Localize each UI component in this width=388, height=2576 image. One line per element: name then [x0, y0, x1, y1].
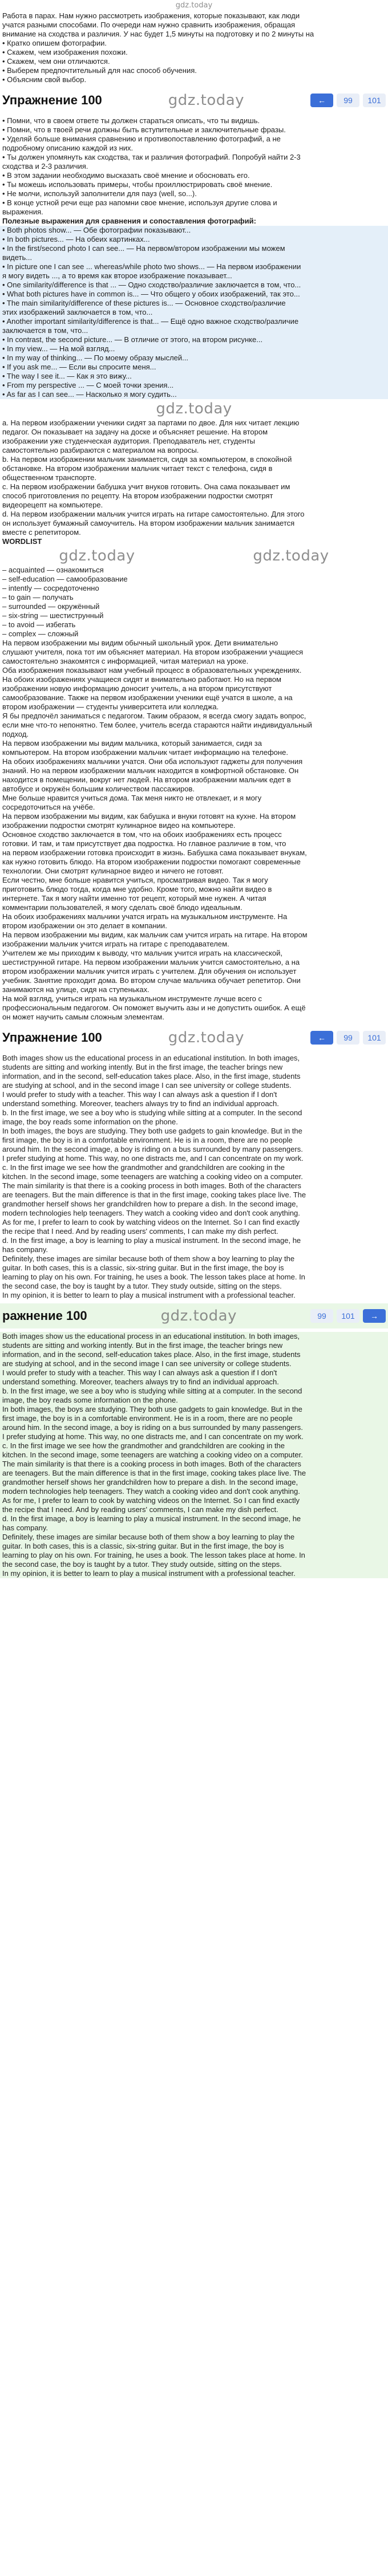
- answer-line: самостоятельно разбираются с материалом на вопросы.: [2, 446, 199, 454]
- prev-arrow-button[interactable]: ←: [310, 94, 333, 107]
- answer-line-en: d. In the first image, a boy is learning to play a musical instrument. In the second image, he: [2, 1514, 301, 1523]
- intro-line: • Выберем предпочтительный для нас способ обучения.: [2, 66, 197, 75]
- answer-line-en: students are sitting and working intently. But in the first image, the teacher brings new: [2, 1341, 283, 1350]
- answer-line-en: The main similarity is that there is a cooking process in both images. Both of the characters: [2, 1460, 301, 1468]
- section-nav-2: [310, 1031, 386, 1045]
- answer-line: На обоих изображениях учащиеся сидят и внимательно работают. Но на первом: [2, 675, 281, 684]
- ru-answers-b: [0, 639, 388, 1022]
- answer-line: приготовить блюдо тогда, когда мне удобно. Кроме того, можно найти видео в: [2, 885, 272, 893]
- answer-line: технологии. Они смотрят кулинарное видео и ничего не готовят.: [2, 867, 224, 875]
- section-title-3: ражнение 100: [2, 1309, 87, 1323]
- answer-line: профессиональным педагогом. Он поможет выучить азы и не допустить ошибок. А ещё: [2, 1003, 306, 1012]
- phrase-line: • What both pictures have in common is... — Что общего у обоих изображений, так это...: [2, 290, 300, 298]
- answer-line: он может научить самым сложным элементам.: [2, 1013, 164, 1021]
- answer-line: На мой взгляд, учиться играть на музыкальном инструменте лучше всего с: [2, 994, 262, 1003]
- phrase-line: • The way I see it... — Как я это вижу...: [2, 372, 132, 380]
- answer-line-en: the second case, the boy is taught by a tutor. They study outside, sitting on the steps.: [2, 1560, 282, 1569]
- answer-line: как нужно готовить блюдо. На втором изображении подростки помогают современные: [2, 858, 301, 866]
- answer-line: педагог. Он показывает на задачу на доске и объясняет решение. На втором: [2, 428, 268, 436]
- phrase-line: • In my view... — На мой взгляд...: [2, 344, 115, 353]
- phrase-line: • One similarity/difference is that ... — Одно сходство/различие заключается в том, что...: [2, 281, 301, 289]
- answer-line: подход.: [2, 730, 29, 738]
- answer-line-en: the recipe that I need. And by reading users' comments, I can make my dish perfect.: [2, 1227, 278, 1236]
- tip-line: • Уделяй больше внимания сравнению и противопоставлению фотографий, а не: [2, 135, 281, 143]
- answer-line-en: image, the boy reads some information on the phone.: [2, 1118, 178, 1126]
- answer-line-en: modern technologies help teenagers. They watch a cooking video and don't cook anything.: [2, 1209, 300, 1217]
- answer-line-en: In both images, the boys are studying. They both use gadgets to gain knowledge. But in the: [2, 1127, 302, 1135]
- answer-line-en: guitar. In both cases, this is a classic, six-string guitar. But in the first image, the boy is: [2, 1542, 284, 1550]
- answer-line: Мне больше нравится учиться дома. Так меня никто не отвлекает, и я могу: [2, 794, 262, 802]
- answer-line-en: b. In the first image, we see a boy who is studying while sitting at a computer. In the second: [2, 1108, 302, 1117]
- answer-line: знаний. Но на первом изображении мальчик находится в комфортной обстановке. Он: [2, 766, 299, 775]
- answer-line: Я бы предпочёл заниматься с педагогом. Таким образом, я всегда смогу задать вопрос,: [2, 712, 306, 720]
- answer-line-en: The main similarity is that there is a cooking process in both images. Both of the characters: [2, 1181, 301, 1190]
- answer-line: На первом изображении мы видим обычный школьный урок. Дети внимательно: [2, 639, 278, 647]
- section-nav-3: [310, 1309, 386, 1323]
- answer-line: изображении мальчик учится играть на гитаре с преподавателем.: [2, 940, 229, 948]
- answer-line-en: are teenagers. But the main difference is that in the first image, cooking takes place live. The: [2, 1191, 306, 1199]
- answer-line-en: are studying at school, and in the second image I can see university or college students.: [2, 1081, 292, 1090]
- answer-line: комментарии пользователей, я могу сделать своё блюдо идеальным.: [2, 903, 242, 912]
- body-watermark-2: gdz.today: [59, 547, 135, 564]
- wordlist-title: WORDLIST: [2, 537, 42, 546]
- next-arrow-button-3[interactable]: →: [363, 1309, 386, 1323]
- section-header-3: [0, 1303, 388, 1328]
- answer-line: на первом изображении готовка происходит в жизнь. Бабушка сама показывает внукам,: [2, 848, 307, 857]
- tip-line: подробному описанию каждой из них.: [2, 144, 134, 152]
- answer-line: учебник. Занятие проходит дома. Во втором случае мальчика обучает репетитор. Они: [2, 976, 301, 985]
- answer-line-en: around him. In the second image, a boy is riding on a bus surrounded by many passengers.: [2, 1145, 303, 1153]
- phrase-line: • Both photos show... — Обе фотографии показывают...: [2, 226, 191, 234]
- answer-line-en: are studying at school, and in the second image I can see university or college students.: [2, 1359, 292, 1368]
- phrase-line: • From my perspective ... — С моей точки зрения...: [2, 381, 174, 389]
- answer-line-en: grandmother herself shows her grandchildren how to prepare a dish. In the second image,: [2, 1478, 298, 1486]
- intro-line: внимание на сходства и различия. У нас будет 1,5 минуты на подготовку и по 2 минуты на: [2, 30, 314, 38]
- answer-line-en: first image, the boy is in a comfortable environment. He is in a room, there are no people: [2, 1414, 293, 1423]
- answer-line: втором изображении мальчик учится играть с учителем. Для обучения он использует: [2, 967, 297, 976]
- answer-line-en: are teenagers. But the main difference is that in the first image, cooking takes place live. The: [2, 1469, 306, 1477]
- answer-line: На первом изображении мы видим мальчика, который занимается, сидя за: [2, 739, 262, 747]
- wordlist-item: – acquainted — ознакомиться: [2, 566, 104, 574]
- prev-exercise-button[interactable]: 99: [337, 94, 359, 107]
- answer-line-en: Definitely, these images are similar because both of them show a boy learning to play the: [2, 1533, 295, 1541]
- answer-line: занимаются на улице, сидя на ступеньках.: [2, 985, 149, 994]
- answer-line: самостоятельно знакомятся с информацией, читая материал на уроке.: [2, 657, 249, 665]
- answer-line: Учителем же мы приходим к выводу, что мальчик учится играть на классической,: [2, 949, 282, 957]
- answer-line: d. На первом изображении мальчик учится играть на гитаре самостоятельно. Для этого: [2, 510, 305, 518]
- answer-line: автобусе и окружён большим количеством пассажиров.: [2, 785, 195, 793]
- phrase-line: • In picture one I can see ... whereas/while photo two shows... — На первом изображении: [2, 262, 301, 271]
- tip-line: • В конце устной речи еще раз напомни свое мнение, используя другие слова и: [2, 198, 277, 207]
- answer-line: обстановке. На втором изображении мальчик читает текст с телефона, сидя в: [2, 464, 273, 473]
- answer-line-en: learning to play on his own. For training, he uses a book. The lesson takes place at home. In: [2, 1551, 305, 1559]
- wordlist-item: – to gain — получать: [2, 593, 74, 602]
- phrase-line: • If you ask me... — Если вы спросите меня...: [2, 363, 156, 371]
- wordlist: [0, 566, 388, 639]
- answer-line: компьютером. На втором изображении мальчик читает информацию на телефоне.: [2, 748, 288, 757]
- answer-line-en: grandmother herself shows her grandchildren how to prepare a dish. In the second image,: [2, 1200, 298, 1208]
- section-title: Упражнение 100: [2, 93, 102, 107]
- watermark-row-2: [0, 546, 388, 566]
- answer-line-en: In both images, the boys are studying. They both use gadgets to gain knowledge. But in the: [2, 1405, 302, 1413]
- prev-exercise-button-2[interactable]: 99: [337, 1031, 359, 1045]
- answer-line: он использует бумажный самоучитель. На втором изображении мальчик занимается: [2, 519, 295, 527]
- intro-line: учатся разными способами. По очереди нам нужно сравнить изображения, обращая: [2, 21, 296, 29]
- answer-line-en: Both images show us the educational process in an educational institution. In both images,: [2, 1332, 300, 1340]
- answer-line-en: the recipe that I need. And by reading users' comments, I can make my dish perfect.: [2, 1505, 278, 1514]
- watermark-row: [0, 399, 388, 419]
- answer-line-en: I would prefer to study with a teacher. This way I can always ask a question if I don't: [2, 1090, 277, 1099]
- answer-line: видеорецепт на компьютере.: [2, 501, 103, 509]
- phrase-line: • As far as I can see... — Насколько я могу судить...: [2, 390, 177, 399]
- phrase-line: я могу видеть ..., а то время как второе изображение показывает...: [2, 271, 232, 280]
- ru-answers-a: [0, 419, 388, 537]
- tip-line: • Не молчи, используй заполнители для пауз (well, so...).: [2, 189, 197, 198]
- tip-line: • Помни, что в своем ответе ты должен стараться описать, что ты видишь.: [2, 116, 260, 125]
- answer-line-en: In my opinion, it is better to learn to play a musical instrument with a professional teacher.: [2, 1569, 296, 1578]
- tip-line: • Ты можешь использовать примеры, чтобы проиллюстрировать своё мнение.: [2, 180, 273, 189]
- intro-line: Работа в парах. Нам нужно рассмотреть изображения, которые показывают, как люди: [2, 11, 300, 20]
- phrase-line: • In both pictures... — На обеих картинках...: [2, 235, 150, 243]
- phrase-line: • In my way of thinking... — По моему образу мыслей...: [2, 354, 188, 362]
- wordlist-item: – self-education — самообразование: [2, 575, 128, 583]
- answer-line: На первом изображении мы видим, как мальчик сам учится играть на гитаре. На втором: [2, 931, 308, 939]
- phrase-line: • In the first/second photo I can see... — На первом/втором изображении мы можем: [2, 244, 285, 253]
- answer-line: общественном транспорте.: [2, 473, 96, 482]
- intro-line: • Скажем, чем они отличаются.: [2, 57, 110, 66]
- answer-line-en: Both images show us the educational process in an educational institution. In both images,: [2, 1054, 300, 1062]
- answer-line: изображении уже студенческая аудитория. Преподаватель нет, студенты: [2, 437, 256, 445]
- intro-block: [0, 11, 388, 84]
- answer-line-en: around him. In the second image, a boy is riding on a bus surrounded by many passengers.: [2, 1423, 303, 1432]
- answer-line-en: kitchen. In the second image, some teenagers are watching a cooking video on a computer.: [2, 1172, 303, 1181]
- en-answers: [0, 1054, 388, 1300]
- answer-line-en: the second case, the boy is taught by a tutor. They study outside, sitting on the steps.: [2, 1282, 282, 1290]
- answer-line-en: d. In the first image, a boy is learning to play a musical instrument. In the second image, he: [2, 1236, 301, 1245]
- answer-line-en: modern technologies help teenagers. They watch a cooking video and don't cook anything.: [2, 1487, 300, 1496]
- answer-line-en: understand something. Moreover, teachers always try to find an individual approach.: [2, 1378, 279, 1386]
- tips-block: [0, 116, 388, 217]
- next-exercise-button[interactable]: 101: [363, 94, 386, 107]
- answer-line: a. На первом изображении ученики сидят за партами по двое. Для них читает лекцию: [2, 419, 300, 427]
- tip-line: выражения.: [2, 208, 43, 216]
- answer-line-en: As for me, I prefer to learn to cook by watching videos on the Internet. So I can find exactly: [2, 1218, 300, 1226]
- answer-line: На обоих изображениях мальчики учатся. Они оба используют гаджеты для получения: [2, 757, 303, 766]
- answer-line-en: kitchen. In the second image, some teenagers are watching a cooking video on a computer.: [2, 1450, 303, 1459]
- next-exercise-button-3[interactable]: 101: [337, 1309, 359, 1323]
- section-header: [0, 88, 388, 113]
- answer-line: самообразование. Также на первом изображении ученики ещё учатся в школе, а на: [2, 693, 293, 702]
- section-nav: [310, 94, 386, 107]
- phrases-title: Полезные выражения для сравнения и сопоставления фотографий:: [2, 217, 256, 225]
- answer-line-en: has company.: [2, 1245, 48, 1254]
- body-watermark-3: gdz.today: [253, 547, 329, 564]
- tip-line: • Ты должен упомянуть как сходства, так и различия фотографий. Попробуй найти 2-3: [2, 153, 301, 161]
- answer-line-en: Definitely, these images are similar because both of them show a boy learning to play the: [2, 1254, 295, 1263]
- intro-line: • Объясним свой выбор.: [2, 75, 87, 84]
- answer-line: если мне что-то непонятно. Тем более, учитель всегда стараются найти индивидуальный: [2, 721, 312, 729]
- answer-line: втором изображении — студенты университета или колледжа.: [2, 702, 219, 711]
- wordlist-item: – intently — сосредоточенно: [2, 584, 99, 592]
- answer-line-en: learning to play on his own. For training, he uses a book. The lesson takes place at home. In: [2, 1273, 305, 1281]
- body-watermark: gdz.today: [156, 400, 232, 417]
- answer-line-en: c. In the first image we see how the grandmother and grandchildren are cooking in the: [2, 1163, 285, 1172]
- answer-line: изображении подростки смотрят кулинарное видео на компьютере.: [2, 821, 236, 830]
- wordlist-item: – to avoid — избегать: [2, 620, 76, 629]
- answer-line: Оба изображения показывают нам учебный процесс в образовательных учреждениях.: [2, 666, 302, 675]
- answer-line: способ приготовления по рецепту. На втором изображении подростки смотрят: [2, 491, 273, 500]
- answer-line-en: understand something. Moreover, teachers always try to find an individual approach.: [2, 1099, 279, 1108]
- phrases-block: [0, 226, 388, 399]
- top-watermark: gdz.today: [175, 1, 213, 10]
- answer-line-en: information, and in the second, self-education takes place. Also, in the first image, students: [2, 1072, 301, 1080]
- answer-line-en: I prefer studying at home. This way, no one distracts me, and I can concentrate on my work.: [2, 1154, 304, 1163]
- wordlist-item: – six-string — шестиструнный: [2, 611, 104, 620]
- answer-line: находится в помещении, вокруг нет людей. На втором изображении мальчик едет в: [2, 775, 291, 784]
- answer-line: изображении новую информацию доносит учитель, а на втором присутствуют: [2, 684, 272, 693]
- intro-line: • Кратко опишем фотографии.: [2, 39, 107, 47]
- phrase-line: этих изображений заключается в том, что...: [2, 308, 153, 316]
- section-title-2: Упражнение 100: [2, 1030, 102, 1045]
- answer-line: сосредоточиться на учёбе.: [2, 803, 95, 811]
- answer-line-en: first image, the boy is in a comfortable environment. He is in a room, there are no people: [2, 1136, 293, 1144]
- answer-line-en: c. In the first image we see how the grandmother and grandchildren are cooking in the: [2, 1441, 285, 1450]
- header-watermark: gdz.today: [168, 92, 245, 109]
- answer-line-en: I prefer studying at home. This way, no one distracts me, and I can concentrate on my work.: [2, 1432, 304, 1441]
- phrase-line: видеть...: [2, 253, 33, 262]
- answer-line: b. На первом изображении мальчик занимается, сидя за компьютером, в спокойной: [2, 455, 292, 464]
- answer-line: Если честно, мне больше нравится учиться, просматривая видео. Так я могу: [2, 876, 268, 884]
- next-exercise-button-2[interactable]: 101: [363, 1031, 386, 1045]
- section-header-2: [0, 1025, 388, 1050]
- answer-line: Основное сходство заключается в том, что на обоих изображениях есть процесс: [2, 830, 282, 839]
- phrase-line: заключается в том, что...: [2, 326, 88, 335]
- answer-line-en: has company.: [2, 1523, 48, 1532]
- answer-line: c. На первом изображении бабушка учит внуков готовить. Она сама показывает им: [2, 482, 290, 491]
- tip-line: сходства и 2-3 различия.: [2, 162, 88, 170]
- answer-line-en: image, the boy reads some information on the phone.: [2, 1396, 178, 1404]
- wordlist-item: – complex — сложный: [2, 629, 79, 638]
- header-watermark-2: gdz.today: [168, 1029, 245, 1046]
- prev-exercise-button-3[interactable]: 99: [310, 1309, 333, 1323]
- answer-line-en: information, and in the second, self-education takes place. Also, in the first image, students: [2, 1350, 301, 1359]
- tip-line: • В этом задании необходимо высказать своё мнение и обосновать его.: [2, 171, 250, 180]
- answer-line: На обоих изображениях мальчики учатся играть на музыкальном инструменте. На: [2, 912, 288, 921]
- answer-line: На первом изображении мы видим, как бабушка и внуки готовят на кухне. На втором: [2, 812, 296, 820]
- phrase-line: • Another important similarity/difference is that... — Ещё одно важное сходство/различие: [2, 317, 299, 326]
- prev-arrow-button-2[interactable]: ←: [310, 1031, 333, 1045]
- en-answers-2: [0, 1332, 388, 1578]
- answer-line: интернете. Так я могу найти именно тот рецепт, который мне нужен. А читая: [2, 894, 266, 903]
- answer-line-en: As for me, I prefer to learn to cook by watching videos on the Internet. So I can find exactly: [2, 1496, 300, 1505]
- answer-line: вместе с репетитором.: [2, 528, 81, 537]
- phrase-line: • In contrast, the second picture... — В отличие от этого, на втором рисунке...: [2, 335, 263, 344]
- answer-line: готовки. И там, и там присутствует два подростка. Но главное различие в том, что: [2, 839, 286, 848]
- answer-line: шестиструнной гитаре. На первом изображении мальчик учится самостоятельно, а на: [2, 958, 300, 966]
- answer-line-en: guitar. In both cases, this is a classic, six-string guitar. But in the first image, the boy is: [2, 1263, 284, 1272]
- intro-line: • Скажем, чем изображения похожи.: [2, 48, 128, 56]
- phrase-line: • The main similarity/difference of these pictures is... — Основное сходство/различие: [2, 299, 286, 307]
- answer-line: слушают учителя, пока тот им объясняет материал. На втором изображении учащиеся: [2, 648, 304, 656]
- tip-line: • Помни, что в твоей речи должны быть вступительные и заключительные фразы.: [2, 125, 286, 134]
- answer-line-en: b. In the first image, we see a boy who is studying while sitting at a computer. In the second: [2, 1387, 302, 1395]
- wordlist-item: – surrounded — окружённый: [2, 602, 100, 611]
- answer-line-en: In my opinion, it is better to learn to play a musical instrument with a professional teacher.: [2, 1291, 296, 1299]
- header-watermark-3: gdz.today: [160, 1307, 237, 1324]
- answer-line-en: students are sitting and working intently. But in the first image, the teacher brings new: [2, 1063, 283, 1071]
- answer-line: втором изображении он это делает в компании.: [2, 921, 167, 930]
- answer-line-en: I would prefer to study with a teacher. This way I can always ask a question if I don't: [2, 1368, 277, 1377]
